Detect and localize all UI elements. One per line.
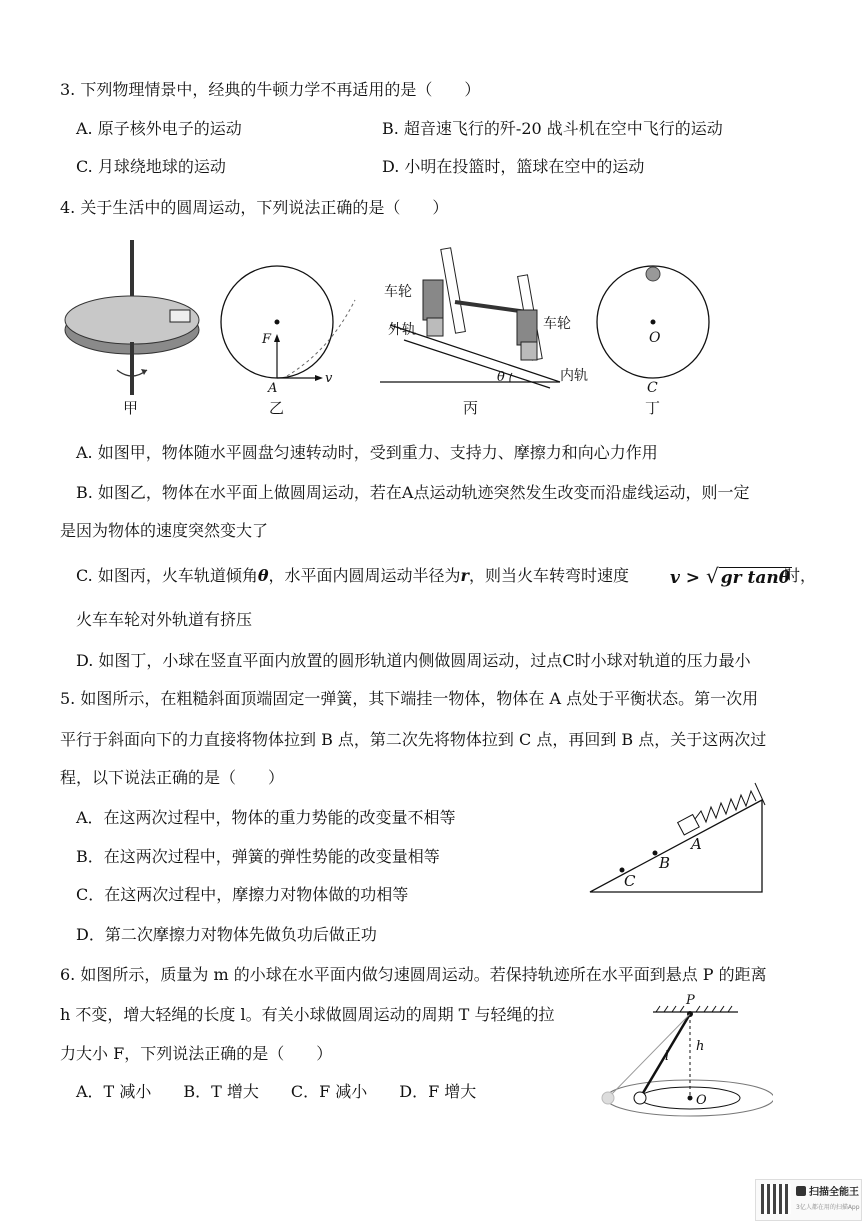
- q5-option-c: C．在这两次过程中，摩擦力对物体做的功相等: [76, 885, 409, 904]
- label-A: A: [691, 835, 702, 853]
- q3-option-b: B. 超音速飞行的歼-20 战斗机在空中飞行的运动: [382, 119, 723, 138]
- label-v: v: [325, 371, 333, 386]
- figure-jia: [65, 240, 199, 417]
- q4-figures: [55, 230, 735, 420]
- q4-option-b-line1: B. 如图乙，物体在水平面上做圆周运动，若在A点运动轨迹突然发生改变而沿虚线运动，则一定: [76, 483, 750, 502]
- q5-option-d: D．第二次摩擦力对物体先做负功后做正功: [76, 925, 377, 944]
- q4-option-c-line2: 火车车轮对外轨道有挤压: [76, 610, 253, 629]
- q4-c-formula-v: v >: [670, 568, 701, 588]
- q3-stem: 3. 下列物理情景中，经典的牛顿力学不再适用的是（ ）: [60, 80, 481, 99]
- watermark-line1: 扫描全能王: [809, 1187, 859, 1198]
- q5-stem-line3: 程，以下说法正确的是（ ）: [60, 768, 285, 787]
- label-O: O: [696, 1093, 707, 1108]
- label-h: h: [696, 1039, 705, 1054]
- label-F: F: [262, 332, 272, 347]
- q3-option-d: D. 小明在投篮时，篮球在空中的运动: [382, 157, 645, 176]
- watermark-line2: 3亿人都在用的扫描App: [796, 1204, 860, 1211]
- label-l: l: [665, 1049, 670, 1064]
- label-ding: 丁: [645, 399, 661, 417]
- q3-option-c: C. 月球绕地球的运动: [76, 157, 226, 176]
- q5-stem-line2: 平行于斜面向下的力直接将物体拉到 B 点，第二次先将物体拉到 C 点，再回到 B 点，关于这两次过: [60, 730, 767, 749]
- label-waigui: 外轨: [388, 322, 416, 338]
- q4-c-post: 时，: [784, 566, 817, 585]
- label-B: B: [659, 854, 671, 872]
- label-chelun-left: 车轮: [384, 284, 412, 300]
- q4-c-mid: ，水平面内圆周运动半径为: [268, 566, 461, 585]
- q5-stem-line1: 5. 如图所示，在粗糙斜面顶端固定一弹簧，其下端挂一物体，物体在 A 点处于平衡状态。第一次用: [60, 689, 759, 708]
- q4-c-pre: C. 如图丙，火车轨道倾角: [76, 566, 258, 585]
- figure-yi: [221, 266, 355, 417]
- label-jia: 甲: [123, 399, 139, 417]
- q5-figure: [585, 775, 775, 895]
- label-P: P: [686, 993, 695, 1008]
- q4-c-theta: θ: [257, 566, 269, 585]
- q4-option-b-line2: 是因为物体的速度突然变大了: [60, 521, 269, 540]
- q4-option-d: D. 如图丁，小球在竖直平面内放置的圆形轨道内侧做圆周运动，过点C时小球对轨道的压力最小: [76, 651, 751, 670]
- label-C: C: [647, 380, 658, 396]
- figure-ding: [597, 266, 709, 417]
- label-A: A: [268, 381, 278, 396]
- q4-c-r: r: [460, 566, 469, 585]
- q4-option-c-line1: [76, 566, 629, 586]
- label-chelun-right: 车轮: [543, 316, 571, 332]
- qr-code-icon: [761, 1184, 791, 1214]
- q3-option-a: A. 原子核外电子的运动: [76, 119, 242, 138]
- label-bing: 丙: [463, 399, 479, 417]
- q6-options: A．T 减小 B．T 增大 C．F 减小 D．F 增大: [76, 1082, 477, 1101]
- q6-stem-line3: 力大小 F，下列说法正确的是（ ）: [60, 1044, 333, 1063]
- q6-stem-line2: h 不变，增大轻绳的长度 l。有关小球做圆周运动的周期 T 与轻绳的拉: [60, 1005, 555, 1024]
- q6-figure: [598, 990, 773, 1120]
- scanner-logo-icon: [796, 1186, 806, 1196]
- label-yi: 乙: [269, 399, 285, 417]
- sqrt-icon: √: [705, 564, 719, 588]
- q6-stem-line1: 6. 如图所示，质量为 m 的小球在水平面内做匀速圆周运动。若保持轨迹所在水平面到悬点 P 的距离: [60, 965, 767, 984]
- label-C: C: [624, 872, 636, 890]
- label-O: O: [649, 330, 661, 346]
- q4-c-formula: [670, 565, 792, 589]
- q4-stem: 4. 关于生活中的圆周运动，下列说法正确的是（ ）: [60, 198, 449, 217]
- q5-option-a: A．在这两次过程中，物体的重力势能的改变量不相等: [76, 808, 456, 827]
- q4-c-mid2: ，则当火车转弯时速度: [468, 566, 629, 585]
- q4-option-a: A. 如图甲，物体随水平圆盘匀速转动时，受到重力、支持力、摩擦力和向心力作用: [76, 443, 658, 462]
- label-theta: θ: [497, 370, 505, 385]
- figure-bing: [380, 248, 588, 417]
- q4-c-formula-root: gr tanθ: [720, 568, 791, 588]
- label-neigui: 内轨: [560, 368, 588, 384]
- q5-option-b: B．在这两次过程中，弹簧的弹性势能的改变量相等: [76, 847, 440, 866]
- scanner-watermark: [755, 1179, 862, 1221]
